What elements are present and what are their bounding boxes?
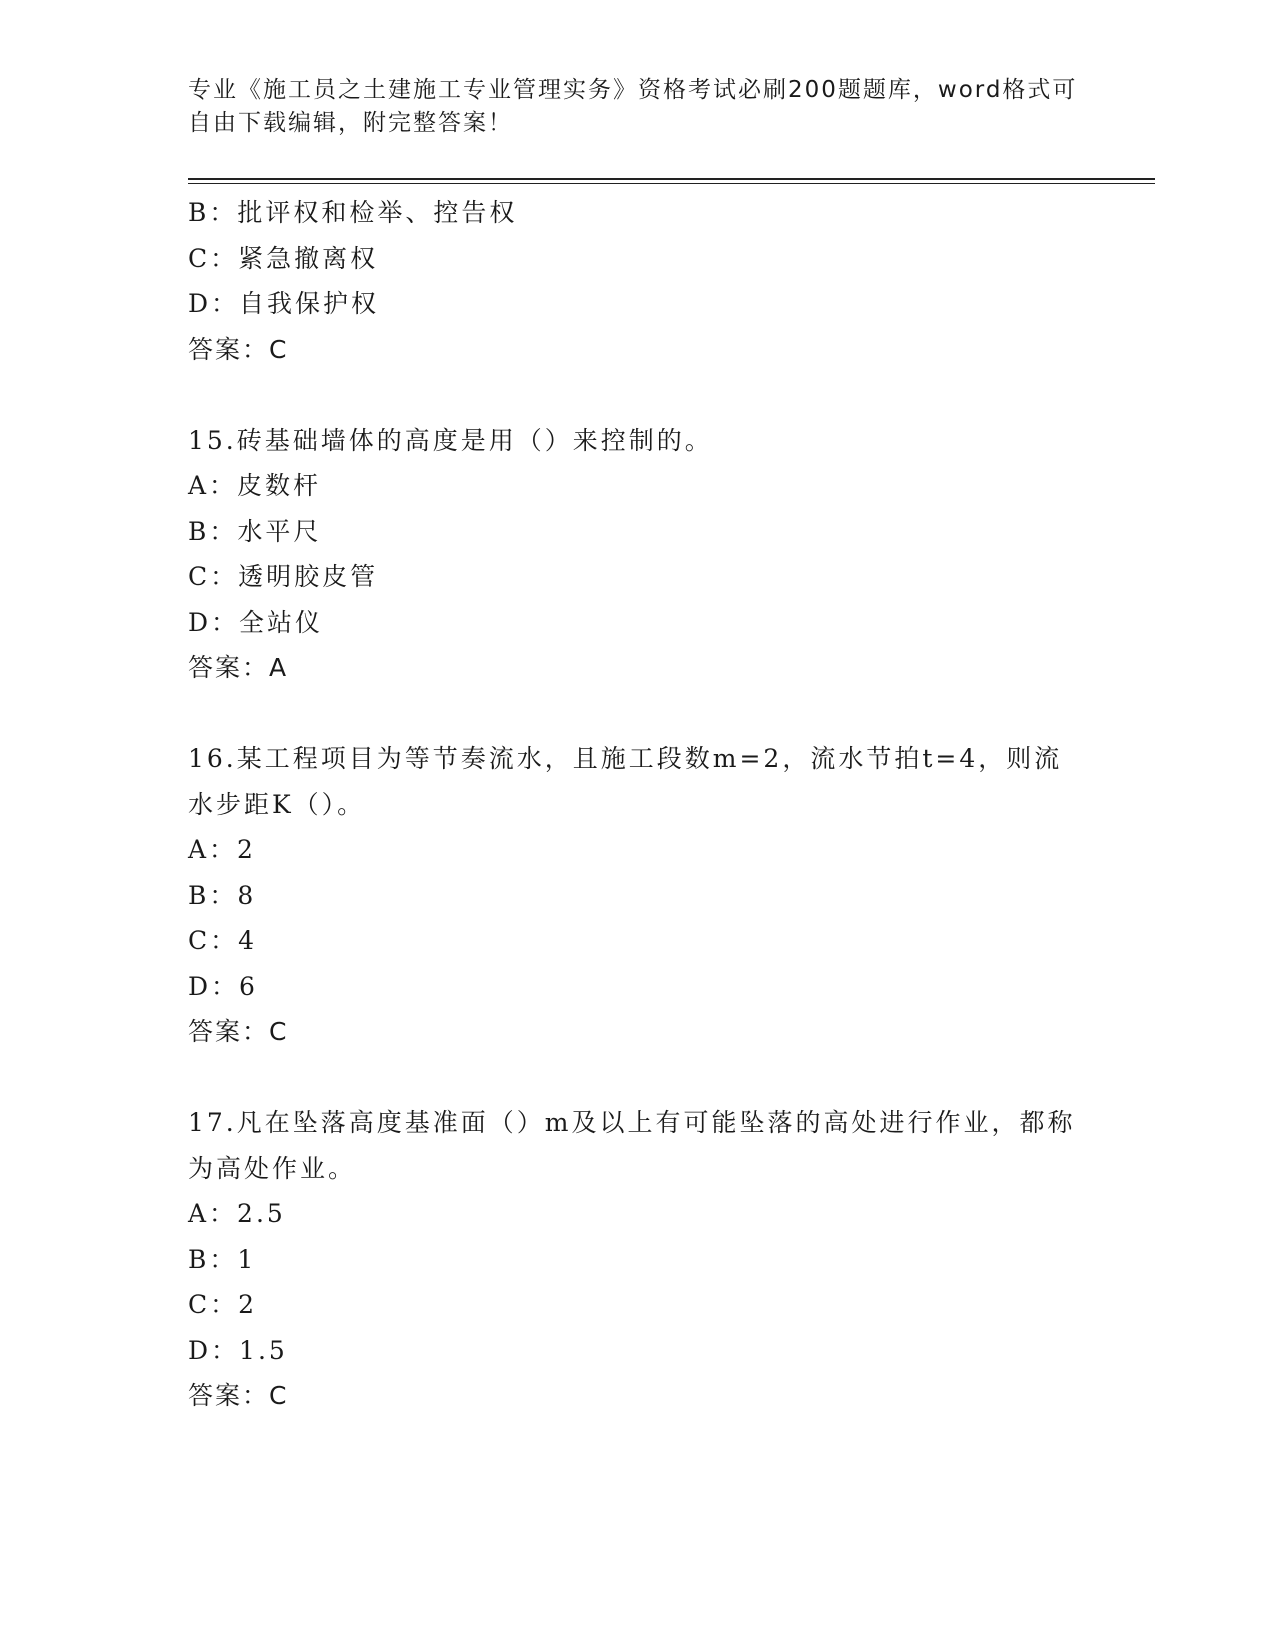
question-stem: 16.某工程项目为等节奏流水，且施工段数m=2，流水节拍t=4，则流水步距K（）。 — [188, 744, 1063, 819]
option-c: C：紧急撤离权 — [188, 243, 379, 273]
question-list — [188, 190, 1088, 1419]
option-a: A：2.5 — [188, 1199, 286, 1228]
header-rule-thick — [188, 178, 1155, 180]
question-stem: 15.砖基础墙体的高度是用（）来控制的。 — [188, 425, 713, 455]
spacer — [188, 1055, 1088, 1101]
option-d: D：6 — [188, 971, 258, 1001]
answer-line: 答案：C — [188, 334, 289, 364]
option-a: A：2 — [188, 835, 256, 864]
answer-line: 答案：C — [188, 1017, 289, 1046]
option-d: D：全站仪 — [188, 607, 324, 637]
question-block-15 — [188, 418, 1088, 691]
answer-line: 答案：C — [188, 1381, 289, 1410]
document-header — [188, 74, 1088, 140]
spacer — [188, 372, 1088, 418]
option-d: D：1.5 — [188, 1335, 288, 1365]
option-b: B：1 — [188, 1244, 257, 1274]
option-c: C：2 — [188, 1290, 258, 1319]
option-b: B：水平尺 — [188, 516, 322, 546]
question-block-14 — [188, 190, 1088, 372]
option-b: B：批评权和检举、控告权 — [188, 198, 518, 227]
option-a: A：皮数杆 — [188, 471, 322, 500]
option-c: C：4 — [188, 926, 258, 955]
question-stem: 17.凡在坠落高度基准面（）m及以上有可能坠落的高处进行作业，都称为高处作业。 — [188, 1108, 1076, 1183]
answer-line: 答案：A — [188, 653, 289, 682]
header-text: 专业《施工员之土建施工专业管理实务》资格考试必刷200题题库，word格式可自由下载编辑，附完整答案！ — [188, 77, 1078, 136]
option-d: D：自我保护权 — [188, 289, 380, 318]
header-rule-thin — [188, 183, 1155, 184]
spacer — [188, 691, 1088, 737]
option-b: B：8 — [188, 880, 257, 910]
question-block-17 — [188, 1100, 1088, 1419]
question-block-16 — [188, 736, 1088, 1055]
option-c: C：透明胶皮管 — [188, 562, 379, 591]
